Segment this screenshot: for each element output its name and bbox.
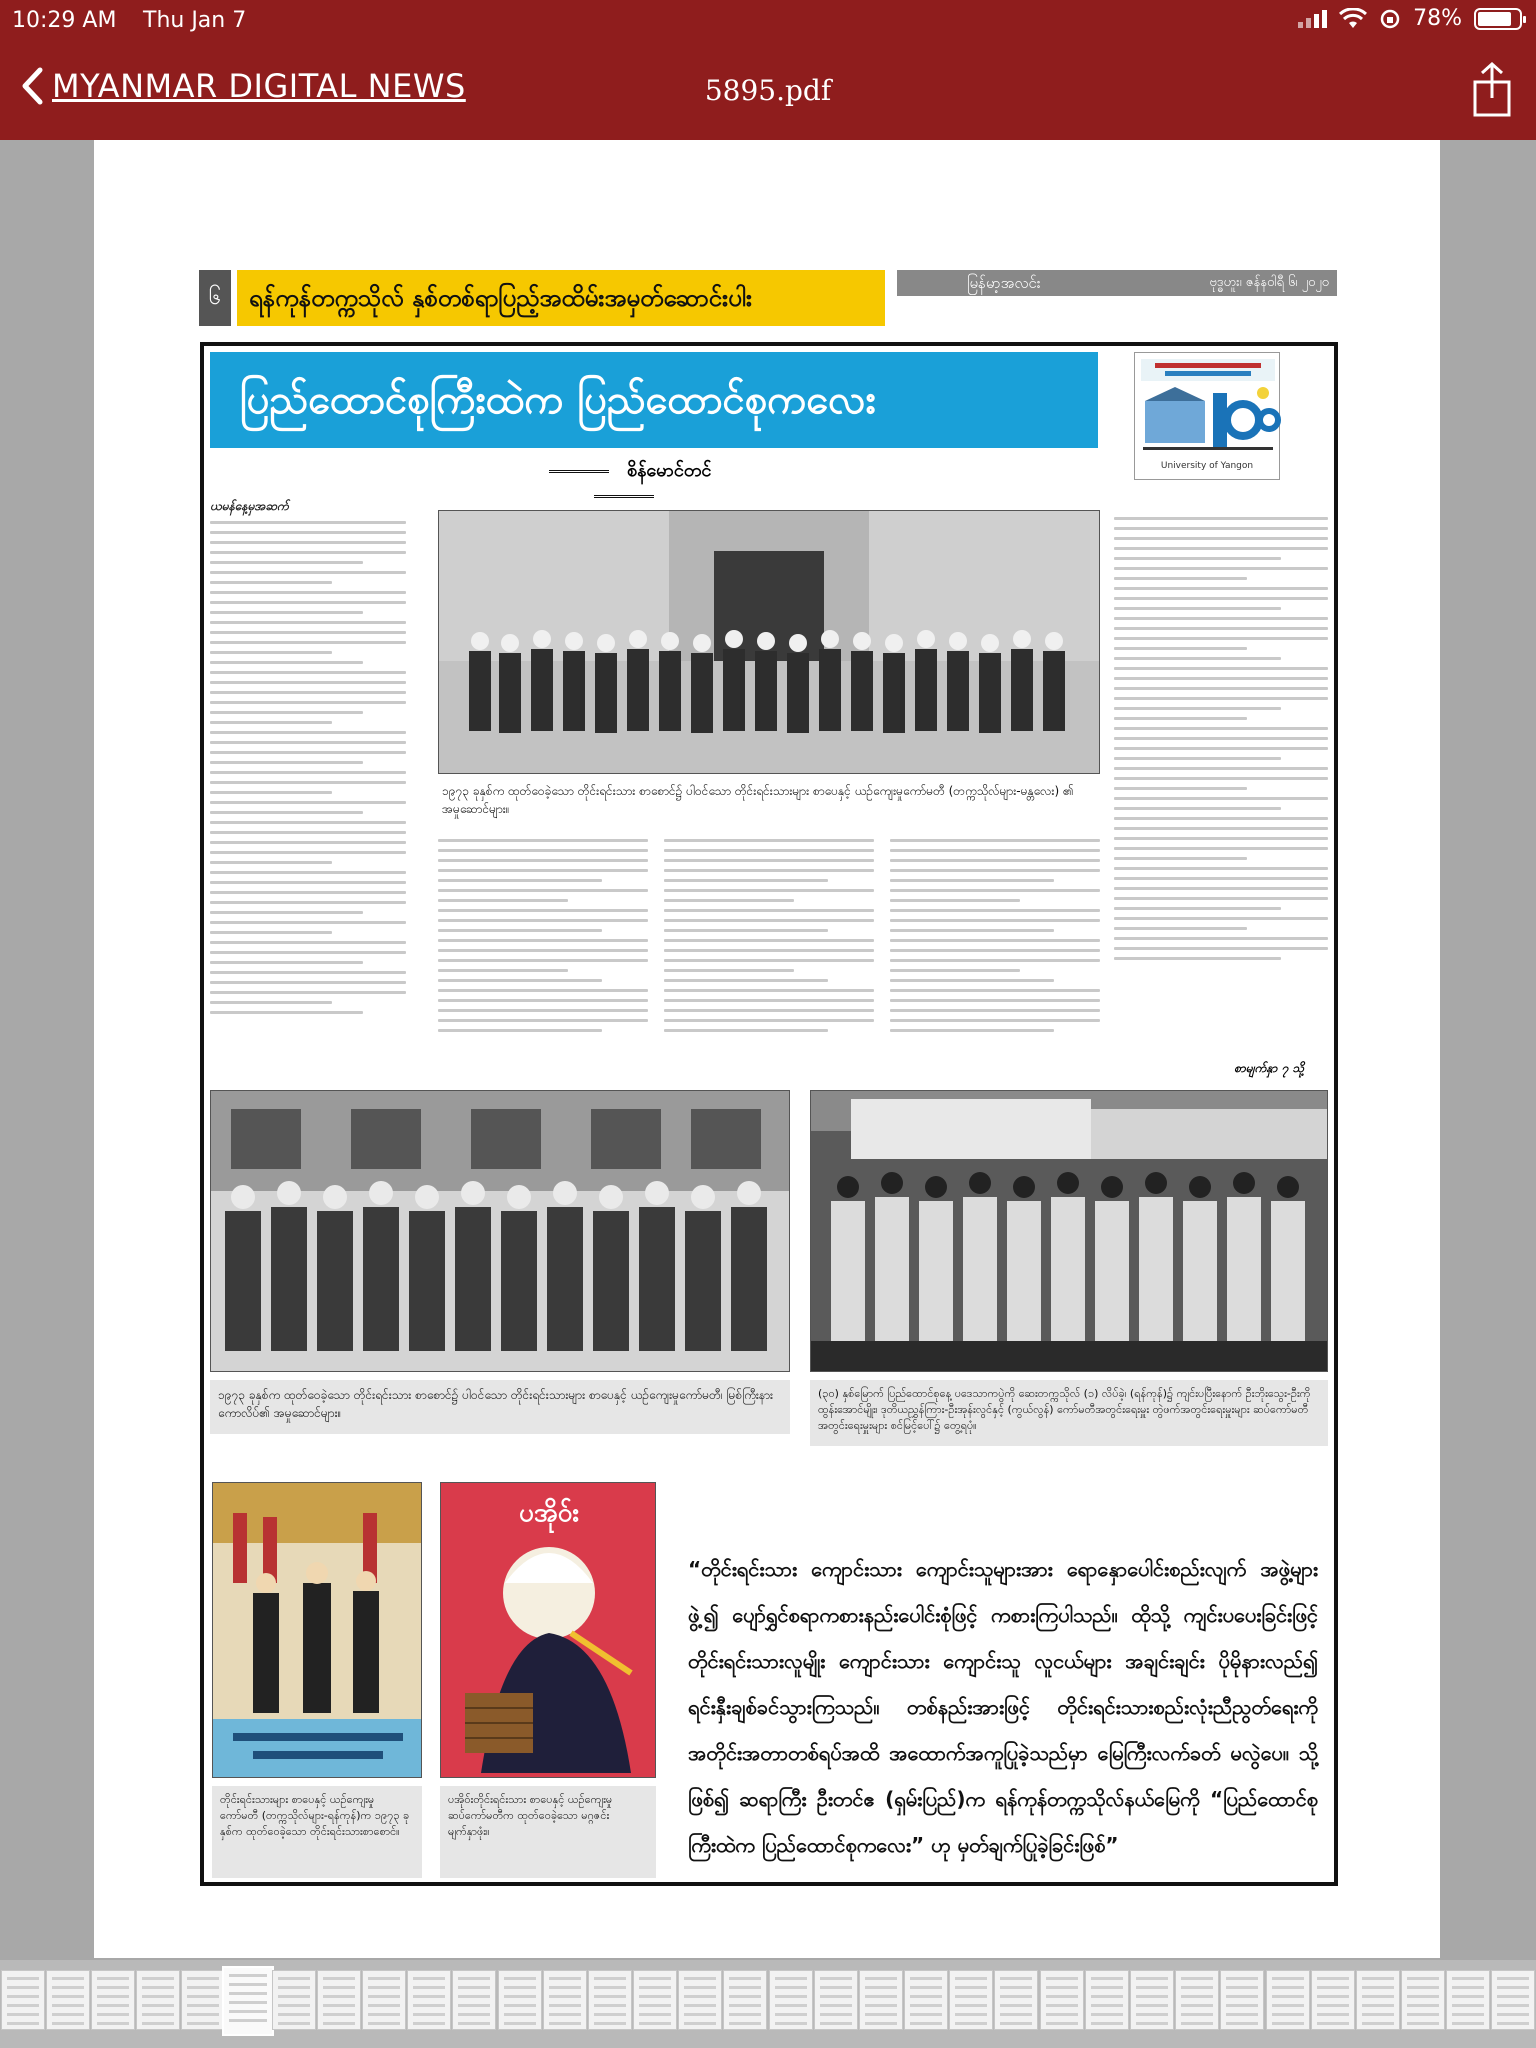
share-icon [1472,62,1512,118]
caption-right-photo: (၃၀) နှစ်မြောက် ပြည်ထောင်စုနေ့ ပဒေသာကပွဲကို ဆေးတက္ကသိုလ် (၁) လိပ်ခဲ့၊ (ရန်ကုန်)၌ ကျင်းပပြီးနောက် ဦးဘိုးသွေး-ဦးကိုထွန်းအောင်မျိုး၊ ဒုတိယညွှန်ကြား-ဦးအုန်းလွင်နှင့် (ကွယ်လွန်) ကော်မတီအတွင်းရေးမှူး တွဲဖက်အတွင်းရေးမှူးများ ဆပ်ကော်မတီအတွင်းရေးမှူးများ စင်မြင့်ပေါ်၌ တွေ့ရပုံ။ [810,1380,1328,1446]
column-text-lines [210,521,406,1014]
article-frame [200,342,1338,1886]
article-headline: ပြည်ထောင်စုကြီးထဲက ပြည်ထောင်စုကလေး [210,352,1098,448]
thumbnail-page[interactable] [1130,1970,1174,2030]
thumbnail-current-page[interactable] [222,1966,274,2036]
navigation-bar [0,40,1536,140]
thumbnail-page[interactable] [1401,1970,1445,2030]
status-indicators [1298,6,1522,31]
page-number: ၆ [199,270,231,326]
thumbnail-page[interactable] [407,1970,451,2030]
page-header-band [199,270,1339,326]
photo-union-day-stage [810,1090,1328,1372]
thumbnail-page[interactable] [452,1970,496,2030]
article-column-left [210,498,406,1064]
thumbnail-page[interactable] [46,1970,90,2030]
article-byline [504,458,744,506]
status-date: Thu Jan 7 [143,8,247,33]
thumbnail-page[interactable] [633,1970,677,2030]
thumbnail-page[interactable] [1175,1970,1219,2030]
thumbnail-page[interactable] [1040,1970,1084,2030]
back-button-label: MYANMAR DIGITAL NEWS [52,67,466,105]
thumbnail-page[interactable] [1220,1970,1264,2030]
caption-magazine-pao: ပအိုဝ်းတိုင်းရင်းသား စာပေနှင့် ယဉ်ကျေးမှု ဆပ်ကော်မတီက ထုတ်ဝေခဲ့သော မဂ္ဂဇင်း မျက်နှာဖုံး။ [440,1786,656,1878]
battery-icon [1474,8,1522,30]
thumbnail-page[interactable] [814,1970,858,2030]
orientation-lock-icon [1379,8,1401,30]
magazine-cover-image [441,1483,656,1778]
article-column-3 [664,832,874,1062]
photo-committee-group-left [210,1090,790,1372]
thumbnail-page[interactable] [1491,1970,1535,2030]
thumbnail-page[interactable] [1,1970,45,2030]
newspaper-name: မြန်မာ့အလင်း [967,274,1041,292]
newspaper-band [897,270,1337,296]
thumbnail-page[interactable] [317,1970,361,2030]
status-time: 10:29 AM [12,8,117,33]
thumbnail-page[interactable] [1266,1970,1310,2030]
share-button[interactable] [1472,62,1512,122]
caption-magazine-ethnic: တိုင်းရင်းသားများ စာပေနှင့် ယဉ်ကျေးမှု ကော်မတီ (တက္ကသိုလ်များ-ရန်ကုန်)က ၁၉၇၃ ခုနှစ်က ထုတ်ဝေခဲ့သော တိုင်းရင်းသားစာစောင်။ [212,1786,422,1878]
thumbnail-page[interactable] [994,1970,1038,2030]
thumbnail-page[interactable] [859,1970,903,2030]
caption-top-photo: ၁၉၇၃ ခုနှစ်က ထုတ်ဝေခဲ့သော တိုင်းရင်းသား စာစောင်၌ ပါဝင်သော တိုင်းရင်းသားများ စာပေနှင့် ယဉ်ကျေးမှုကော်မတီ (တက္ကသိုလ်များ-မန္တလေး) ၏ အမှုဆောင်များ။ [438,780,1100,824]
thumbnail-page[interactable] [904,1970,948,2030]
group-photo-image [439,511,1100,774]
continued-on-page-note: စာမျက်နှာ ၇ သို့ [1234,1061,1305,1075]
university-logo [1134,352,1280,480]
thumbnail-page[interactable] [362,1970,406,2030]
page-thumbnail-strip[interactable] [0,1960,1536,2048]
magazine-title: ပအိုဝ်း [519,1498,579,1528]
photo-committee-group-top [438,510,1100,774]
group-photo-image [211,1091,790,1372]
thumbnail-page[interactable] [181,1970,225,2030]
article-column-2 [438,832,648,1062]
thumbnail-page[interactable] [678,1970,722,2030]
status-bar [0,0,1536,40]
thumbnail-page[interactable] [949,1970,993,2030]
thumbnail-page[interactable] [543,1970,587,2030]
thumbnail-page[interactable] [1311,1970,1355,2030]
document-title: 5895.pdf [704,74,832,107]
photo-magazine-cover-pao [440,1482,656,1778]
pdf-page [94,140,1440,1958]
thumbnail-page[interactable] [769,1970,813,2030]
thumbnail-page[interactable] [1446,1970,1490,2030]
cellular-signal-icon [1298,10,1327,28]
byline-author: စိန်မောင်တင် [626,460,712,481]
logo-caption: University of Yangon [1160,461,1254,471]
battery-percent: 78% [1413,6,1462,31]
thumbnail-page[interactable] [1356,1970,1400,2030]
thumbnail-page[interactable] [136,1970,180,2030]
section-title: ရန်ကုန်တက္ကသိုလ် နှစ်တစ်ရာပြည့်အထိမ်းအမှတ်ဆောင်းပါး [237,270,885,326]
thumbnail-page[interactable] [272,1970,316,2030]
thumbnail-page[interactable] [498,1970,542,2030]
continued-from-note: ယမန်နေ့မှအဆက် [210,499,289,513]
thumbnail-page[interactable] [1085,1970,1129,2030]
magazine-cover-image [213,1483,422,1778]
newspaper-date: ဗုဒ္ဓဟူး၊ ဇန်နဝါရီ ၆၊ ၂၀၂၀ [1209,275,1329,290]
article-column-4 [890,832,1100,1062]
thumbnail-page[interactable] [588,1970,632,2030]
pull-quote: “တိုင်းရင်းသား ကျောင်းသား ကျောင်းသူများအား ရောနှောပေါင်းစည်းလျက် အဖွဲ့များဖွဲ့၍ ပျော်ရွှင်စရာကစားနည်းပေါင်းစုံဖြင့် ကစားကြပါသည်။ ထိုသို့ ကျင်းပပေးခြင်းဖြင့် တိုင်းရင်းသားလူမျိုး ကျောင်းသား ကျောင်းသူ လူငယ်များ အချင်းချင်း ပိုမိုနားလည်၍ ရင်းနှီးချစ်ခင်သွားကြသည်။ တစ်နည်းအားဖြင့် တိုင်းရင်းသားစည်းလုံးညီညွတ်ရေးကို အတိုင်းအတာတစ်ရပ်အထိ အထောက်အကူပြုခဲ့သည်မှာ မြေကြီးလက်ခတ် မလွဲပေ။ သို့ဖြစ်၍ ဆရာကြီး ဦးတင်ဧ (ရှမ်းပြည်)က ရန်ကုန်တက္ကသိုလ်နယ်မြေကို “ပြည်ထောင်စုကြီးထဲက ပြည်ထောင်စုကလေး” ဟု မှတ်ချက်ပြုခဲ့ခြင်းဖြစ်” [688,1557,1318,1857]
pdf-viewport[interactable] [0,140,1536,1960]
article-column-right [1114,510,1328,1058]
thumbnail-page[interactable] [91,1970,135,2030]
thumbnail-page[interactable] [723,1970,767,2030]
wifi-icon [1339,8,1367,30]
photo-magazine-cover-ethnic [212,1482,422,1778]
caption-left-photo: ၁၉၇၃ ခုနှစ်က ထုတ်ဝေခဲ့သော တိုင်းရင်းသား စာစောင်၌ ပါဝင်သော တိုင်းရင်းသားများ စာပေနှင့် ယဉ်ကျေးမှုကော်မတီ၊ မြစ်ကြီးနားကောလိပ်၏ အမှုဆောင်များ။ [210,1380,790,1434]
stage-photo-image [811,1091,1328,1372]
